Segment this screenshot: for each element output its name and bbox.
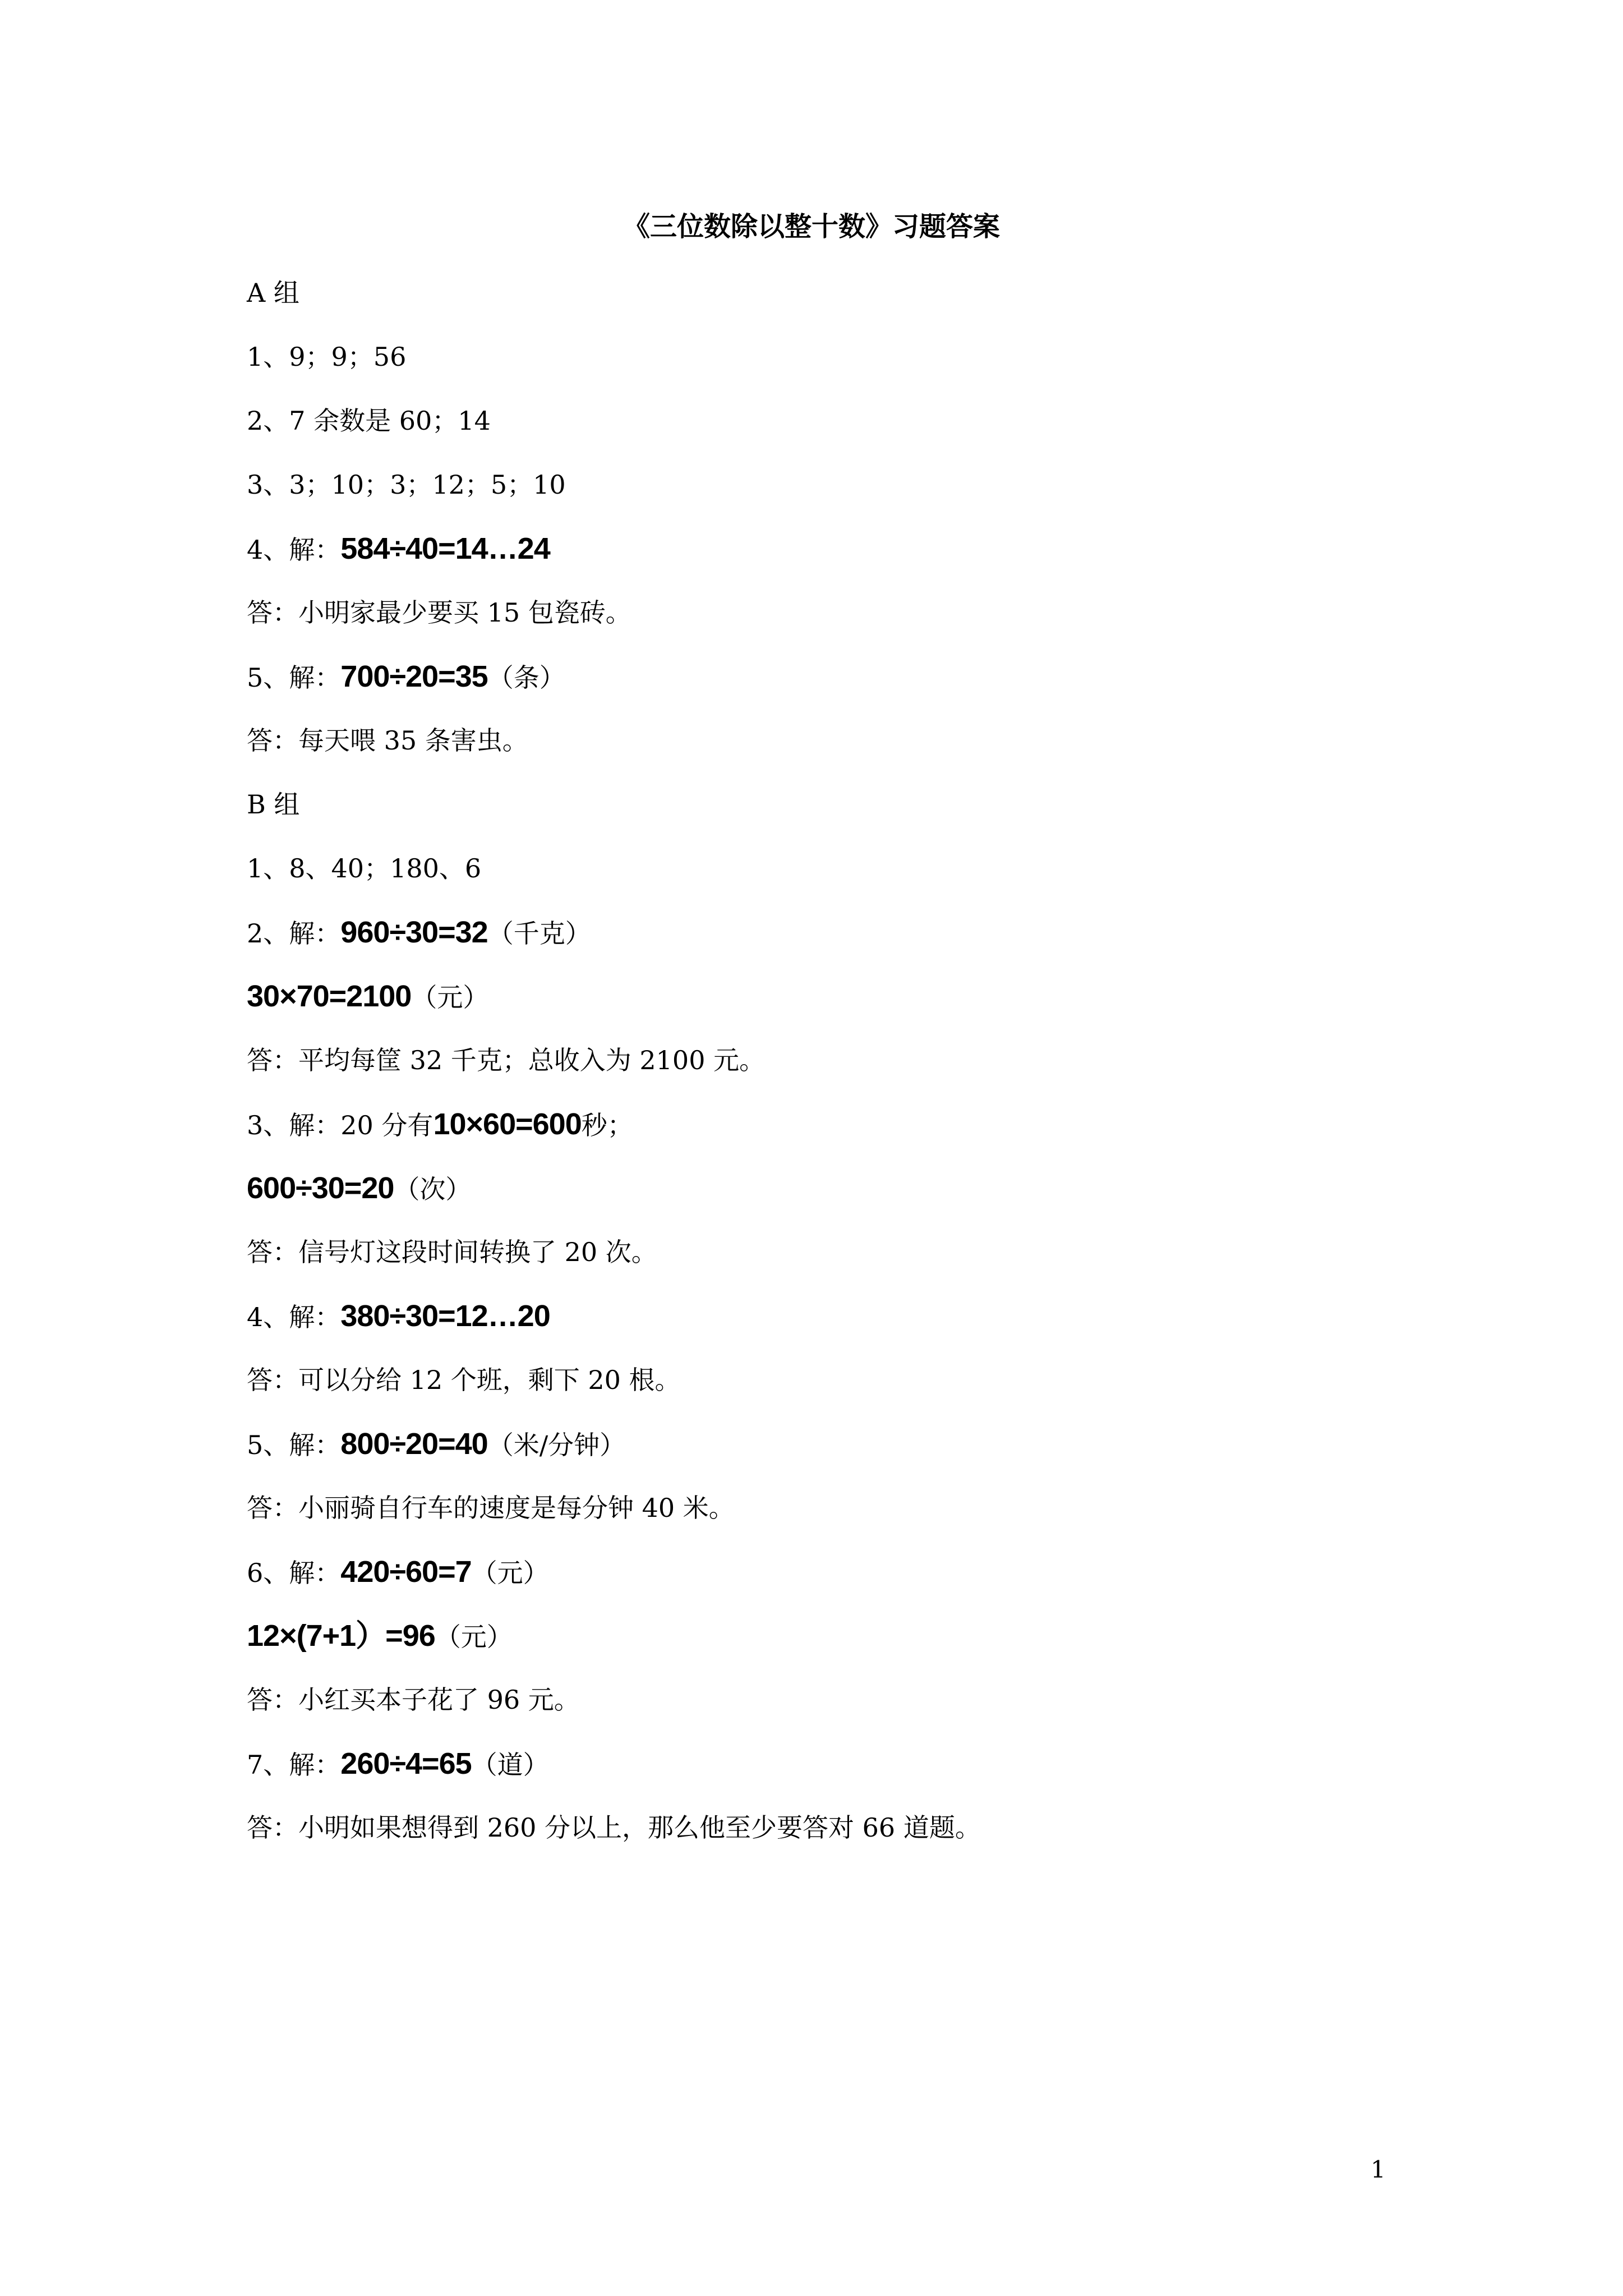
group-b-answer-3-conclusion: 答：信号灯这段时间转换了 20 次。 bbox=[247, 1237, 657, 1267]
solution-label: 3、解： bbox=[247, 1110, 341, 1140]
equation: 420÷60=7 bbox=[340, 1555, 472, 1589]
group-b-heading: B 组 bbox=[247, 789, 300, 820]
group-a-answer-5 bbox=[247, 659, 565, 696]
equation: 600÷30=20 bbox=[247, 1171, 394, 1205]
solution-label: 5、解： bbox=[247, 662, 341, 693]
group-a-heading: A 组 bbox=[247, 278, 299, 308]
equation: 584÷40=14…24 bbox=[340, 532, 550, 565]
equation: 12×(7+1）=96 bbox=[247, 1619, 435, 1653]
group-b-answer-4 bbox=[247, 1298, 550, 1335]
unit: （条） bbox=[487, 662, 565, 693]
equation: 700÷20=35 bbox=[340, 660, 488, 693]
group-a-answer-1: 1、9；9；56 bbox=[247, 342, 407, 372]
solution-label: 7、解： bbox=[247, 1750, 341, 1780]
unit: （米/分钟） bbox=[487, 1430, 626, 1460]
group-b-answer-2-step-2 bbox=[247, 978, 488, 1015]
equation: 260÷4=65 bbox=[340, 1747, 472, 1780]
group-b-answer-4-conclusion: 答：可以分给 12 个班，剩下 20 根。 bbox=[247, 1365, 681, 1395]
equation: 10×60=600 bbox=[433, 1107, 582, 1141]
group-b-answer-6-step-2 bbox=[247, 1618, 513, 1655]
group-a-answer-4 bbox=[247, 531, 550, 568]
group-a-answer-3: 3、3；10；3；12；5；10 bbox=[247, 470, 566, 500]
page-title: 《三位数除以整十数》习题答案 bbox=[623, 211, 1000, 242]
unit: （次） bbox=[394, 1174, 472, 1204]
group-b-answer-5 bbox=[247, 1426, 625, 1463]
group-b-answer-1: 1、8、40；180、6 bbox=[247, 853, 482, 884]
unit: （元） bbox=[471, 1558, 549, 1588]
group-a-answer-2: 2、7 余数是 60；14 bbox=[247, 406, 491, 436]
group-a-answer-5-conclusion: 答：每天喂 35 条害虫。 bbox=[247, 725, 528, 756]
equation: 960÷30=32 bbox=[340, 915, 488, 949]
equation: 30×70=2100 bbox=[247, 979, 412, 1013]
group-b-answer-3-step-2 bbox=[247, 1170, 471, 1207]
group-b-answer-2-conclusion: 答：平均每筐 32 千克；总收入为 2100 元。 bbox=[247, 1045, 766, 1075]
solution-label: 5、解： bbox=[247, 1430, 341, 1460]
group-b-answer-6 bbox=[247, 1554, 549, 1591]
page-number: 1 bbox=[1371, 2156, 1386, 2183]
text: 秒； bbox=[581, 1110, 633, 1140]
solution-label: 4、解： bbox=[247, 1302, 341, 1332]
group-b-answer-5-conclusion: 答：小丽骑自行车的速度是每分钟 40 米。 bbox=[247, 1493, 735, 1523]
solution-label: 2、解： bbox=[247, 918, 341, 949]
group-b-answer-7 bbox=[247, 1746, 549, 1783]
solution-label: 6、解： bbox=[247, 1558, 341, 1588]
solution-label: 4、解： bbox=[247, 535, 341, 565]
group-a-answer-4-conclusion: 答：小明家最少要买 15 包瓷砖。 bbox=[247, 597, 631, 628]
group-b-answer-6-conclusion: 答：小红买本子花了 96 元。 bbox=[247, 1685, 580, 1715]
group-b-answer-3 bbox=[247, 1106, 633, 1143]
group-b-answer-7-conclusion: 答：小明如果想得到 260 分以上，那么他至少要答对 66 道题。 bbox=[247, 1812, 981, 1843]
unit: （元） bbox=[411, 982, 489, 1013]
unit: （千克） bbox=[487, 918, 591, 949]
equation: 380÷30=12…20 bbox=[340, 1299, 550, 1333]
group-b-answer-2 bbox=[247, 914, 591, 951]
text: 20 分有 bbox=[340, 1110, 434, 1140]
unit: （道） bbox=[471, 1750, 549, 1780]
unit: （元） bbox=[435, 1622, 513, 1652]
equation: 800÷20=40 bbox=[340, 1427, 488, 1461]
